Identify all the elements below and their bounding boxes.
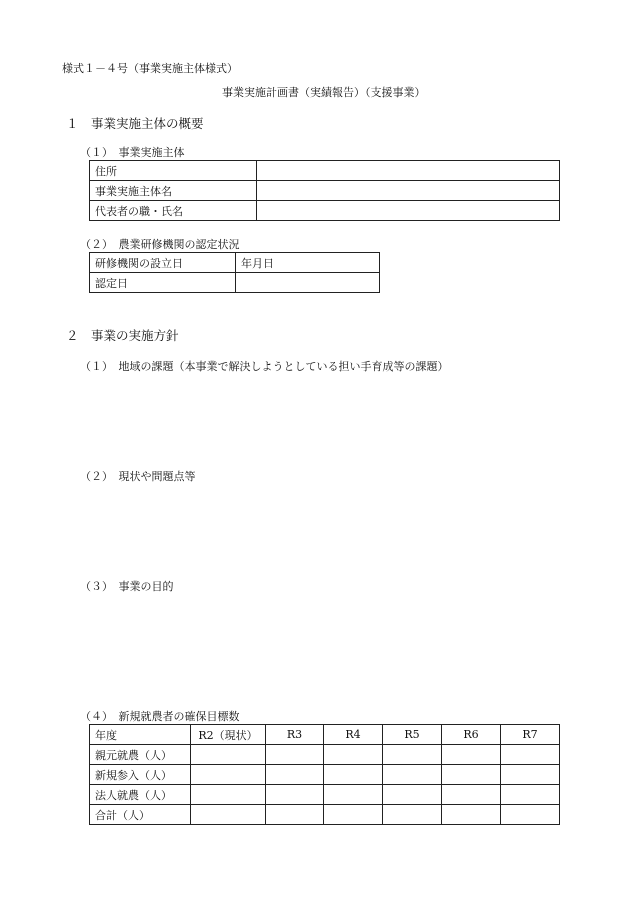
recruitment-target-table: [89, 724, 560, 825]
cell-input[interactable]: [442, 745, 501, 765]
section-2-heading: ２ 事業の実施方針: [66, 328, 179, 343]
header-r5: R5: [383, 725, 442, 745]
cell-input[interactable]: [383, 785, 442, 805]
cell-input[interactable]: [191, 805, 266, 825]
table-row: [90, 805, 560, 825]
subsection-2-2-heading: （２） 現状や問題点等: [80, 470, 196, 483]
cell-input[interactable]: [324, 805, 383, 825]
cell-input[interactable]: [266, 765, 324, 785]
header-r6: R6: [442, 725, 501, 745]
document-title: 事業実施計画書（実績報告）（支援事業）: [222, 86, 426, 99]
row-label-total: 合計（人）: [90, 805, 191, 825]
form-id: 様式１－４号（事業実施主体様式）: [62, 62, 238, 75]
table-header-row: [90, 725, 560, 745]
cell-input[interactable]: [501, 745, 560, 765]
cell-input[interactable]: [501, 785, 560, 805]
row-label-corporate-farming: 法人就農（人）: [90, 785, 191, 805]
cell-input[interactable]: [383, 765, 442, 785]
address-field[interactable]: [257, 161, 560, 181]
cell-input[interactable]: [383, 745, 442, 765]
cell-input[interactable]: [266, 745, 324, 765]
header-year: 年度: [90, 725, 191, 745]
header-r7: R7: [501, 725, 560, 745]
section-1-heading: １ 事業実施主体の概要: [66, 116, 204, 131]
header-r3: R3: [266, 725, 324, 745]
certification-date-field[interactable]: [236, 273, 380, 293]
cell-input[interactable]: [266, 785, 324, 805]
table-row: [90, 201, 560, 221]
subsection-1-1-heading: （１） 事業実施主体: [80, 146, 185, 159]
established-date-field[interactable]: 年月日: [236, 253, 380, 273]
certification-table: [89, 252, 380, 293]
row-label-address: 住所: [90, 161, 257, 181]
cell-input[interactable]: [442, 765, 501, 785]
cell-input[interactable]: [442, 805, 501, 825]
cell-input[interactable]: [442, 785, 501, 805]
table-row: [90, 765, 560, 785]
cell-input[interactable]: [324, 785, 383, 805]
row-label-family-farming: 親元就農（人）: [90, 745, 191, 765]
row-label-entity-name: 事業実施主体名: [90, 181, 257, 201]
row-label-new-entry: 新規参入（人）: [90, 765, 191, 785]
row-label-representative: 代表者の職・氏名: [90, 201, 257, 221]
subsection-2-4-heading: （４） 新規就農者の確保目標数: [80, 710, 240, 723]
header-r4: R4: [324, 725, 383, 745]
cell-input[interactable]: [501, 805, 560, 825]
cell-input[interactable]: [324, 745, 383, 765]
cell-input[interactable]: [383, 805, 442, 825]
table-row: [90, 745, 560, 765]
row-label-established-date: 研修機関の設立日: [90, 253, 236, 273]
table-row: [90, 273, 380, 293]
row-label-certification-date: 認定日: [90, 273, 236, 293]
subsection-1-2-heading: （２） 農業研修機関の認定状況: [80, 238, 240, 251]
subsection-2-1-heading: （１） 地域の課題（本事業で解決しようとしている担い手育成等の課題）: [80, 360, 449, 373]
table-row: [90, 181, 560, 201]
cell-input[interactable]: [324, 765, 383, 785]
entity-table: [89, 160, 560, 221]
cell-input[interactable]: [501, 765, 560, 785]
subsection-2-3-heading: （３） 事業の目的: [80, 580, 174, 593]
cell-input[interactable]: [191, 765, 266, 785]
representative-field[interactable]: [257, 201, 560, 221]
table-row: [90, 161, 560, 181]
cell-input[interactable]: [191, 745, 266, 765]
header-r2: R2（現状）: [191, 725, 266, 745]
table-row: [90, 253, 380, 273]
table-row: [90, 785, 560, 805]
entity-name-field[interactable]: [257, 181, 560, 201]
cell-input[interactable]: [266, 805, 324, 825]
cell-input[interactable]: [191, 785, 266, 805]
